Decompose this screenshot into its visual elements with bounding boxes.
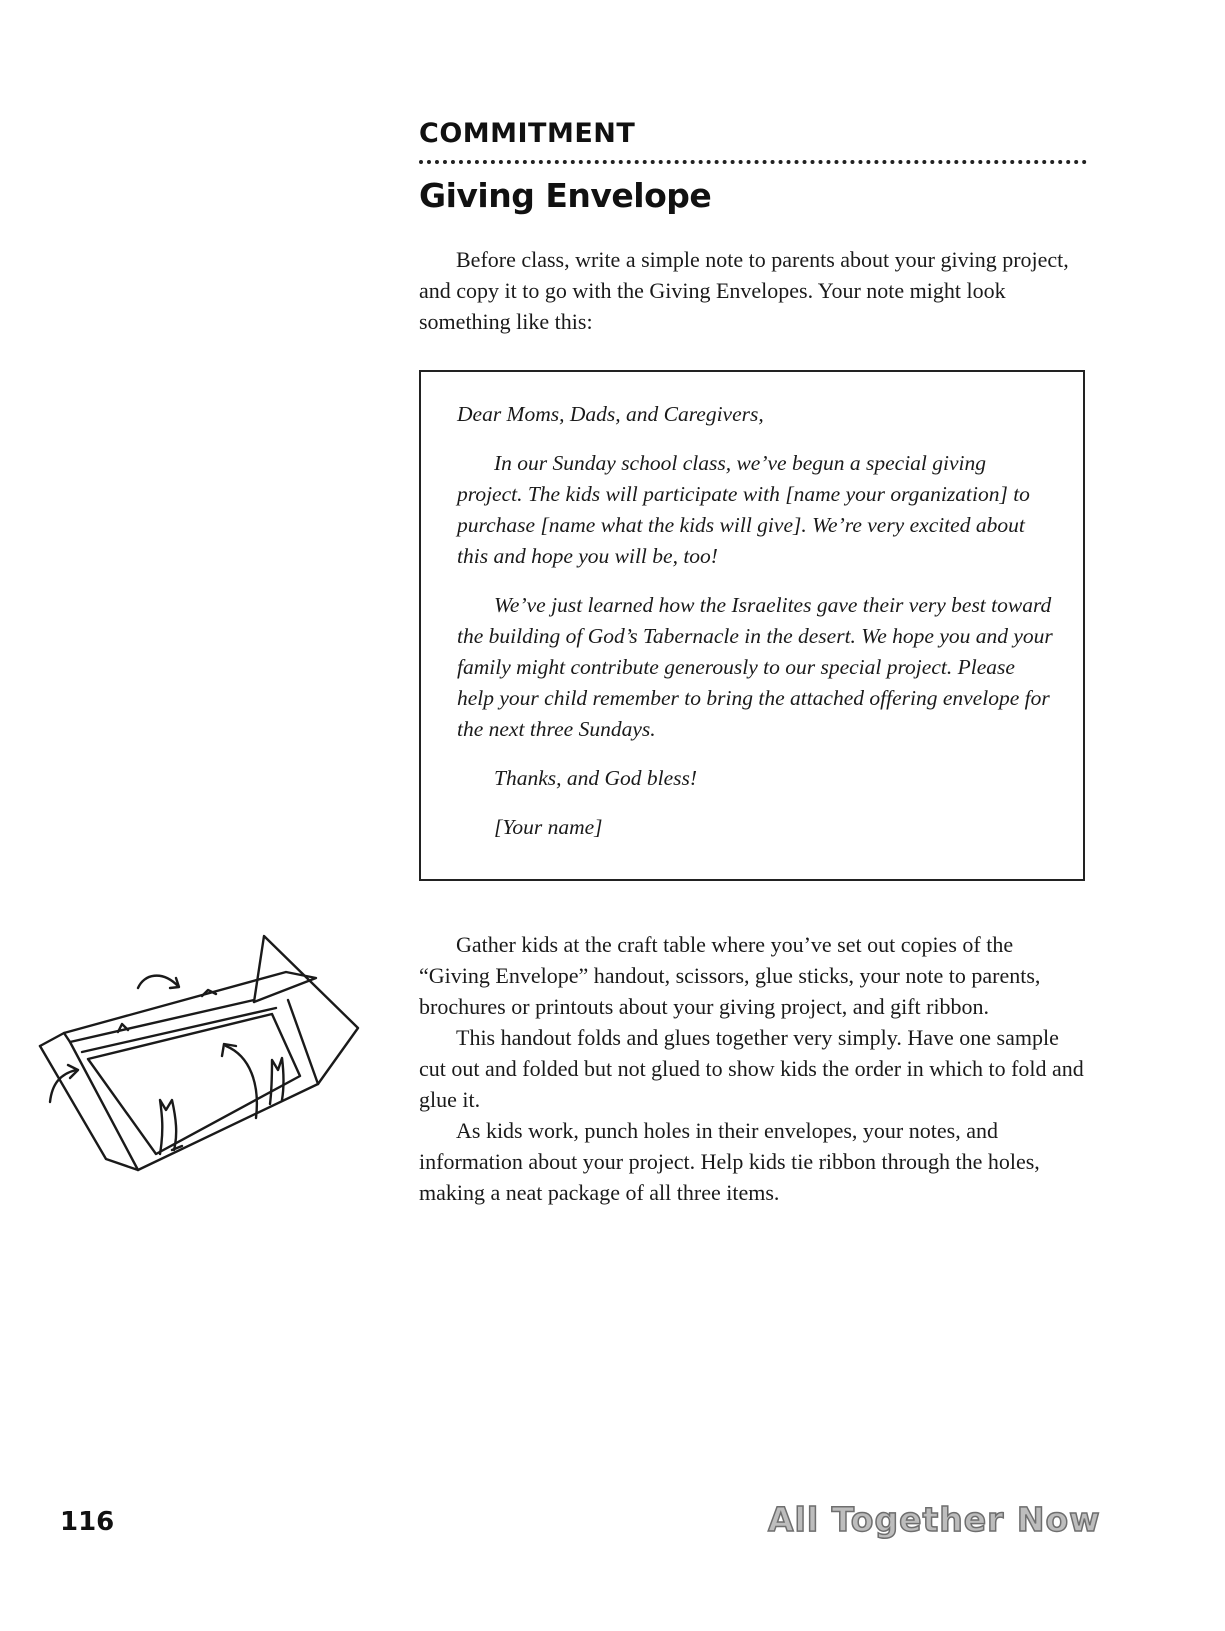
activity-title: Giving Envelope xyxy=(419,176,712,215)
instructions-paragraph: As kids work, punch holes in their envelopes, your notes, and information about your project. Help kids tie ribbon through the holes, making a neat package of all three items. xyxy=(419,1118,1040,1205)
letter-signature: [Your name] xyxy=(494,815,603,839)
page-number: 116 xyxy=(60,1507,115,1537)
book-title: All Together Now xyxy=(768,1500,1101,1539)
instructions-paragraph: This handout folds and glues together very simply. Have one sample cut out and folded but not glued to show kids the order in which to fold and glue it. xyxy=(419,1025,1084,1112)
folding-envelope-icon xyxy=(26,934,394,1196)
letter-closing: Thanks, and God bless! xyxy=(494,766,698,790)
letter-salutation: Dear Moms, Dads, and Caregivers, xyxy=(457,402,764,426)
sample-letter-box xyxy=(419,370,1085,881)
dotted-divider xyxy=(419,160,1087,164)
instructions-section xyxy=(419,929,1087,1208)
letter-paragraph: In our Sunday school class, we’ve begun a special giving project. The kids will participate with [name your organization] to purchase [name what the kids will give]. We’re very excited about this and hope you will be, too! xyxy=(457,451,1030,568)
intro-paragraph: Before class, write a simple note to parents about your giving project, and copy it to go with the Giving Envelopes. Your note might look something like this: xyxy=(419,247,1069,334)
letter-paragraph: We’ve just learned how the Israelites gave their very best toward the building of God’s Tabernacle in the desert. We hope you and your family might contribute generously to our special project. Please help your child remember to bring the attached offering envelope for the next three Sundays. xyxy=(457,593,1053,741)
instructions-paragraph: Gather kids at the craft table where you’ve set out copies of the “Giving Envelope” handout, scissors, glue sticks, your note to parents, brochures or printouts about your giving project, and gift ribbon. xyxy=(419,932,1041,1019)
section-label: COMMITMENT xyxy=(419,118,636,149)
